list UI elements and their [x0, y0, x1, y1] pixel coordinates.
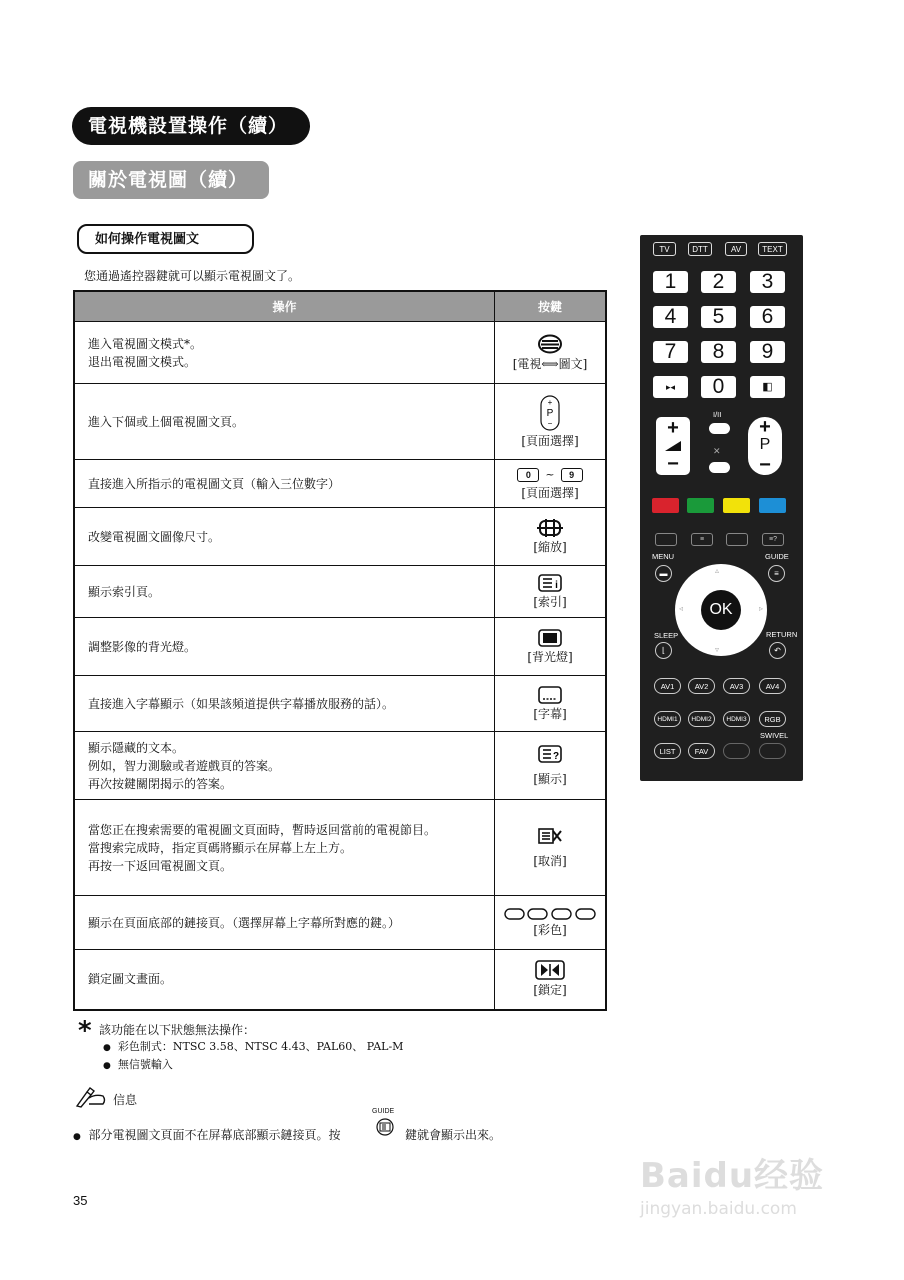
number-key-8: 8	[701, 341, 736, 363]
power-key	[709, 423, 730, 434]
av3-key: AV3	[723, 678, 750, 694]
down-arrow-icon: ▿	[715, 645, 720, 654]
table-row	[74, 508, 606, 566]
column-header-key: 按鍵	[495, 291, 607, 322]
reveal-icon	[538, 745, 562, 763]
av4-key: AV4	[759, 678, 786, 694]
operation-text: 當您正在搜索需要的電視圖文頁面時，暫時返回當前的電視節目。	[88, 822, 437, 837]
operations-table	[73, 290, 607, 1011]
key-label: [頁面選擇]	[521, 485, 579, 500]
return-key: ↶	[769, 642, 786, 659]
key-label: [縮放]	[533, 539, 567, 554]
key-range-separator: ~	[545, 467, 555, 481]
watermark	[640, 1148, 824, 1219]
blue-key	[759, 498, 786, 513]
table-row	[74, 676, 606, 732]
watermark-brand: Baidu经验	[640, 1156, 825, 1196]
index-key: ≡	[691, 533, 713, 546]
program-plus: +	[759, 416, 771, 438]
guide-icon	[376, 1118, 394, 1136]
operation-text: 直接進入字幕顯示（如果該頻道提供字幕播放服務的話）。	[88, 696, 395, 711]
fav-key: FAV	[688, 743, 715, 759]
operation-text: 改變電視圖文圖像尺寸。	[88, 529, 221, 544]
key-label: [彩色]	[533, 922, 567, 937]
number-key-0: 0	[701, 376, 736, 398]
operation-text: 鎖定圖文畫面。	[88, 972, 173, 987]
table-row	[74, 618, 606, 676]
table-row	[74, 950, 606, 1010]
operation-text: 調整影像的背光燈。	[88, 639, 197, 654]
operation-text: 再次按鍵關閉揭示的答案。	[88, 776, 233, 791]
index-icon	[538, 574, 562, 592]
table-row	[74, 896, 606, 950]
note-bullet-text: 無信號輸入	[117, 1058, 173, 1071]
number-key-9: 9	[750, 341, 785, 363]
program-label: P	[759, 436, 771, 453]
info-text-after: 鍵就會顯示出來。	[405, 1128, 502, 1142]
hdmi2-key: HDMI2	[688, 711, 715, 727]
guide-label: GUIDE	[372, 1108, 395, 1115]
number-key-1: 1	[653, 271, 688, 293]
operation-text: 顯示在頁面底部的鏈接頁。（選擇屏幕上字幕所對應的鍵。）	[88, 915, 401, 930]
cancel-icon	[538, 827, 562, 845]
number-key-5: 5	[701, 306, 736, 328]
svg-text:+: +	[547, 397, 553, 407]
mute-icon: ✕	[713, 447, 721, 457]
swivel-label: SWIVEL	[760, 731, 789, 740]
dtt-key: DTT	[688, 242, 712, 256]
watermark-url: jingyan.baidu.com	[640, 1199, 797, 1219]
right-arrow-icon: ▹	[758, 604, 763, 613]
av-key: AV	[725, 242, 747, 256]
swivel-key	[759, 743, 786, 759]
key-zero: 0	[517, 468, 539, 482]
teletext-key	[655, 533, 677, 546]
menu-key: ▬	[655, 565, 672, 582]
operation-text: 例如，智力測驗或者遊戲頁的答案。	[88, 758, 281, 773]
hdmi3-key: HDMI3	[723, 711, 750, 727]
text-key: TEXT	[758, 242, 787, 256]
zoom-bottom-key	[723, 743, 750, 759]
number-key-4: 4	[653, 306, 688, 328]
note-bullet-text: 彩色制式：NTSC 3.58、NTSC 4.43、PAL60、 PAL-M	[117, 1040, 404, 1053]
key-label: [索引]	[533, 594, 567, 609]
main-title: 電視機設置操作（續）	[72, 107, 310, 145]
table-row	[74, 384, 606, 460]
key-label: [背光燈]	[527, 649, 573, 664]
dpad-ring	[675, 564, 767, 656]
hold-icon	[535, 960, 565, 980]
rgb-key: RGB	[759, 711, 786, 727]
operation-text: 再按一下返回電視圖文頁。	[88, 858, 233, 873]
guide-label-remote: GUIDE	[765, 552, 789, 561]
up-arrow-icon: ▵	[715, 566, 720, 575]
section-title: 關於電視圖（續）	[73, 161, 269, 199]
tv-key: TV	[653, 242, 676, 256]
star-note: 該功能在以下狀態無法操作：	[99, 1023, 256, 1037]
volume-plus: +	[667, 417, 679, 439]
number-key-3: 3	[750, 271, 785, 293]
ok-key: OK	[701, 590, 741, 630]
key-label: [字幕]	[533, 706, 567, 721]
sleep-label: SLEEP	[654, 631, 679, 640]
svg-text:?: ?	[552, 750, 560, 762]
left-arrow-icon: ◃	[679, 604, 684, 613]
intro-text: 您通過遙控器鍵就可以顯示電視圖文了。	[84, 269, 301, 283]
asterisk-icon: *	[78, 1016, 92, 1046]
av1-key: AV1	[654, 678, 681, 694]
info-label: 信息	[113, 1093, 138, 1107]
operation-text: 進入電視圖文模式*。	[88, 336, 203, 351]
pencil-hand-icon	[75, 1086, 107, 1108]
number-key-2: 2	[701, 271, 736, 293]
svg-text:i: i	[555, 579, 558, 591]
operation-text: 退出電視圖文模式。	[88, 354, 197, 369]
operation-text: 進入下個或上個電視圖文頁。	[88, 414, 245, 429]
sleep-key: ⌊	[655, 642, 672, 659]
hold-key: ▸◂	[653, 376, 688, 398]
page-number: 35	[73, 1193, 88, 1208]
key-label: [頁面選擇]	[521, 433, 579, 448]
remote-control	[640, 235, 803, 781]
svg-text:−: −	[547, 418, 553, 428]
yellow-key	[723, 498, 750, 513]
column-header-operation: 操作	[74, 291, 495, 322]
key-label: [鎖定]	[533, 983, 567, 998]
return-label: RETURN	[766, 630, 798, 639]
mute-key	[709, 462, 730, 473]
menu-label: MENU	[652, 552, 675, 561]
program-minus: −	[759, 454, 771, 476]
zoom-icon	[537, 519, 563, 537]
table-row	[74, 732, 606, 800]
power-label: I/II	[713, 410, 722, 419]
key-nine: 9	[561, 468, 583, 482]
volume-minus: −	[667, 453, 679, 475]
page-up-down-icon	[539, 395, 561, 431]
hdmi1-key: HDMI1	[654, 711, 681, 727]
table-row	[74, 566, 606, 618]
green-key	[687, 498, 714, 513]
operation-text: 顯示隱藏的文本。	[88, 740, 185, 755]
program-rocker	[748, 417, 782, 475]
number-key-7: 7	[653, 341, 688, 363]
table-row	[74, 800, 606, 896]
table-row	[74, 460, 606, 508]
table-row	[74, 322, 606, 384]
operation-text: 顯示索引頁。	[88, 584, 161, 599]
list-key: LIST	[654, 743, 681, 759]
number-keys-icon	[496, 467, 604, 483]
key-label: [顯示]	[533, 771, 567, 786]
color-keys-icon	[504, 908, 596, 920]
operation-text: 當搜索完成時，指定頁碼將顯示在屏幕上左上方。	[88, 840, 353, 855]
info-line: ● 部分電視圖文頁面不在屏幕底部顯示鏈接頁。按	[73, 1128, 341, 1142]
red-key	[652, 498, 679, 513]
subtitle-key	[726, 533, 748, 546]
zoom-key: ◧	[750, 376, 785, 398]
teletext-icon	[537, 334, 563, 354]
key-label: [取消]	[533, 853, 567, 868]
subtitle-icon	[538, 686, 562, 704]
note-bullet: ● 無信號輸入	[103, 1058, 173, 1071]
volume-rocker	[656, 417, 690, 475]
guide-key: ≡	[768, 565, 785, 582]
reveal-key: ≡?	[762, 533, 784, 546]
backlight-icon	[538, 629, 562, 647]
av2-key: AV2	[688, 678, 715, 694]
svg-text:P: P	[546, 407, 554, 419]
key-label: [電視⟺圖文]	[512, 356, 588, 371]
number-key-6: 6	[750, 306, 785, 328]
info-text-before: 部分電視圖文頁面不在屏幕底部顯示鏈接頁。按	[88, 1128, 341, 1142]
note-bullet: ● 彩色制式：NTSC 3.58、NTSC 4.43、PAL60、 PAL-M	[103, 1040, 404, 1053]
volume-wedge-icon	[665, 441, 681, 451]
subsection-title: 如何操作電視圖文	[77, 224, 254, 254]
operation-text: 直接進入所指示的電視圖文頁（輸入三位數字）	[88, 476, 341, 491]
